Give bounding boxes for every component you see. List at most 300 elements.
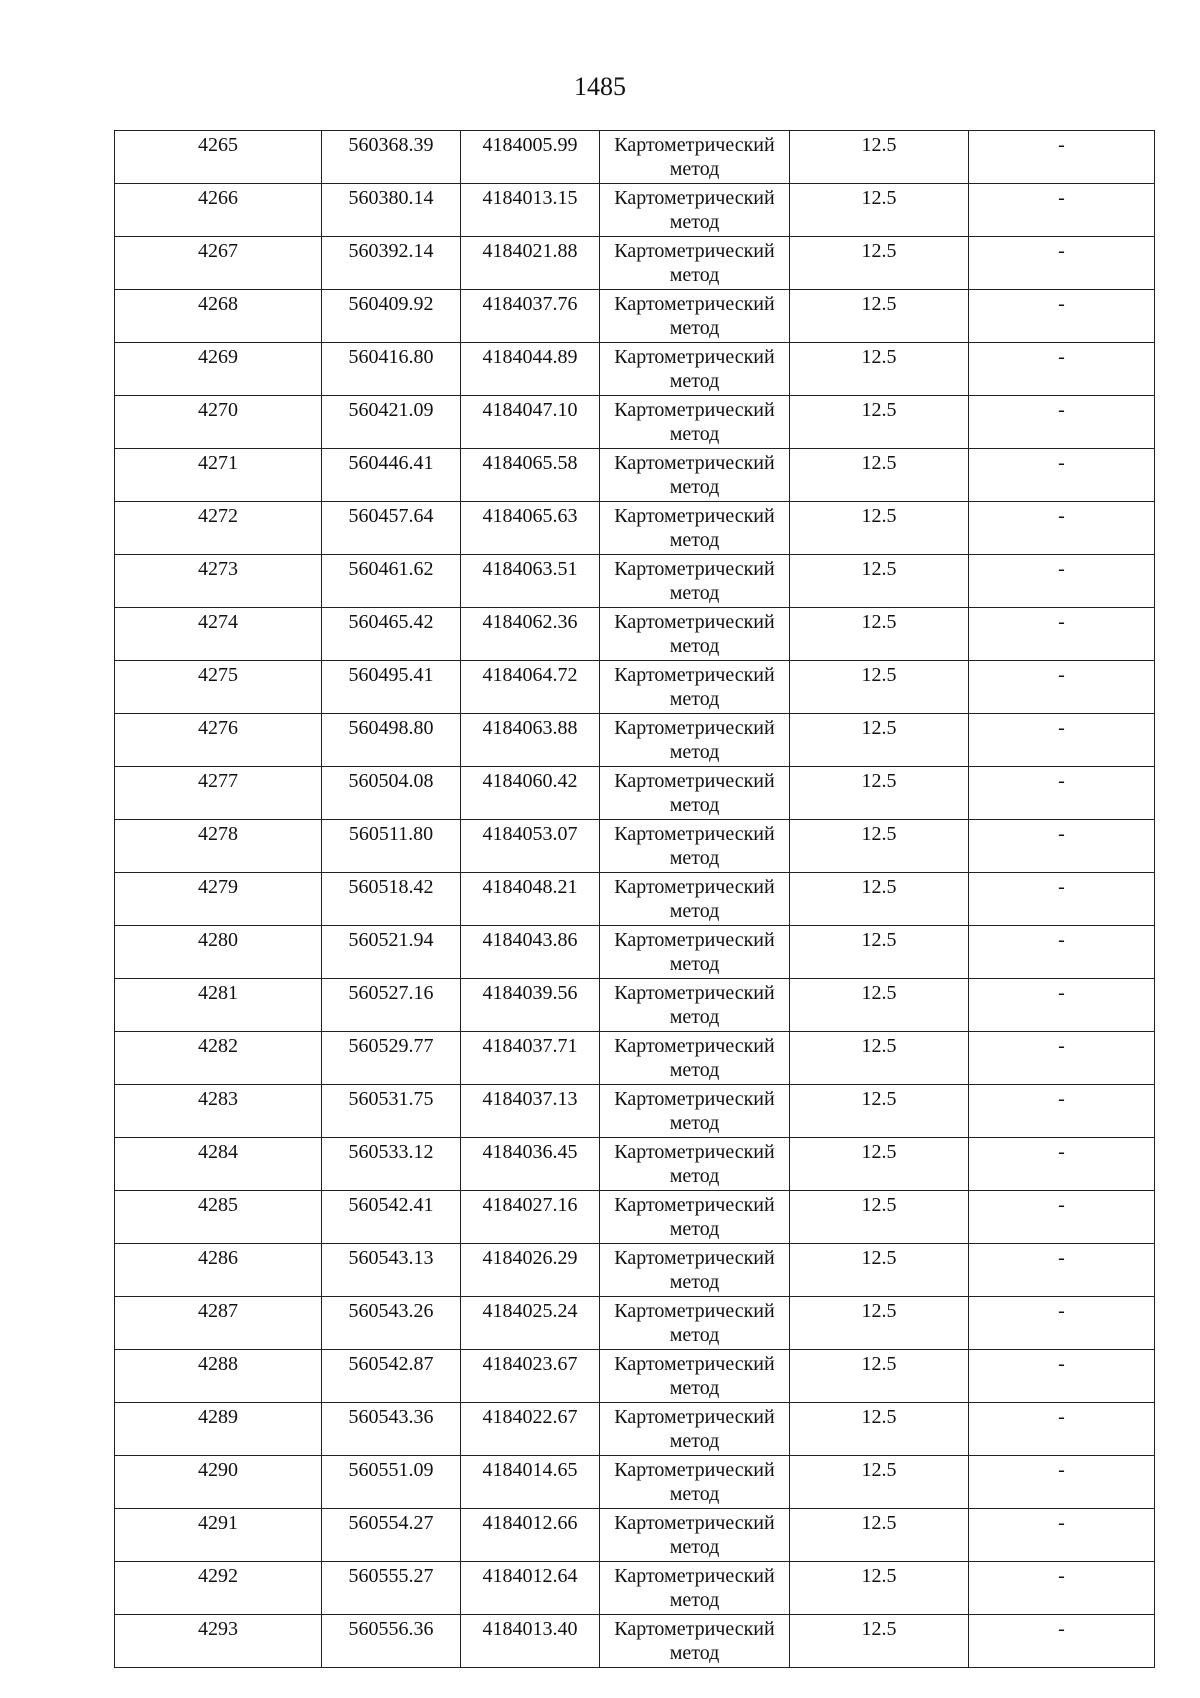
accuracy-value: 12.5 <box>861 982 897 1004</box>
method-value: Картометрический метод <box>614 187 775 233</box>
x-coordinate-cell <box>322 1032 461 1085</box>
x-coordinate-value: 560543.26 <box>348 1300 434 1322</box>
point-number-value: 4293 <box>198 1618 238 1640</box>
method-value: Картометрический метод <box>614 452 775 498</box>
note-cell <box>969 714 1155 767</box>
method-cell <box>600 1138 790 1191</box>
method-cell <box>600 767 790 820</box>
point-number-cell <box>115 714 322 767</box>
x-coordinate-value: 560446.41 <box>348 452 434 474</box>
note-cell <box>969 449 1155 502</box>
note-value: - <box>1058 717 1065 739</box>
note-value: - <box>1058 1300 1065 1322</box>
table-row <box>115 873 1155 926</box>
x-coordinate-cell <box>322 396 461 449</box>
y-coordinate-cell <box>461 1244 600 1297</box>
y-coordinate-value: 4184013.40 <box>482 1618 578 1640</box>
method-value: Картометрический метод <box>614 1088 775 1134</box>
table-row <box>115 1456 1155 1509</box>
point-number-cell <box>115 926 322 979</box>
note-cell <box>969 979 1155 1032</box>
x-coordinate-value: 560416.80 <box>348 346 434 368</box>
method-value: Картометрический метод <box>614 1353 775 1399</box>
table-row <box>115 237 1155 290</box>
note-cell <box>969 1244 1155 1297</box>
method-cell <box>600 1085 790 1138</box>
method-cell <box>600 396 790 449</box>
x-coordinate-value: 560556.36 <box>348 1618 434 1640</box>
note-cell <box>969 555 1155 608</box>
point-number-cell <box>115 820 322 873</box>
accuracy-cell <box>790 820 969 873</box>
y-coordinate-value: 4184048.21 <box>482 876 578 898</box>
method-cell <box>600 1509 790 1562</box>
note-value: - <box>1058 1194 1065 1216</box>
x-coordinate-cell <box>322 1403 461 1456</box>
point-number-cell <box>115 343 322 396</box>
accuracy-cell <box>790 1244 969 1297</box>
point-number-cell <box>115 1138 322 1191</box>
accuracy-cell <box>790 502 969 555</box>
method-cell <box>600 1403 790 1456</box>
method-cell <box>600 873 790 926</box>
note-cell <box>969 1403 1155 1456</box>
point-number-value: 4289 <box>198 1406 238 1428</box>
note-value: - <box>1058 1618 1065 1640</box>
accuracy-cell <box>790 714 969 767</box>
table-row <box>115 1244 1155 1297</box>
table-row <box>115 396 1155 449</box>
accuracy-cell <box>790 343 969 396</box>
accuracy-value: 12.5 <box>861 1512 897 1534</box>
x-coordinate-value: 560368.39 <box>348 134 434 156</box>
note-cell <box>969 1456 1155 1509</box>
method-value: Картометрический метод <box>614 558 775 604</box>
point-number-cell <box>115 1615 322 1668</box>
y-coordinate-value: 4184043.86 <box>482 929 578 951</box>
table-row <box>115 449 1155 502</box>
accuracy-cell <box>790 237 969 290</box>
y-coordinate-value: 4184060.42 <box>482 770 578 792</box>
x-coordinate-cell <box>322 1456 461 1509</box>
point-number-cell <box>115 1509 322 1562</box>
y-coordinate-value: 4184039.56 <box>482 982 578 1004</box>
y-coordinate-cell <box>461 343 600 396</box>
y-coordinate-value: 4184063.51 <box>482 558 578 580</box>
note-cell <box>969 343 1155 396</box>
method-value: Картометрический метод <box>614 1512 775 1558</box>
table-row <box>115 820 1155 873</box>
note-value: - <box>1058 1353 1065 1375</box>
x-coordinate-value: 560543.36 <box>348 1406 434 1428</box>
x-coordinate-cell <box>322 343 461 396</box>
note-value: - <box>1058 452 1065 474</box>
x-coordinate-cell <box>322 661 461 714</box>
point-number-cell <box>115 979 322 1032</box>
table-row <box>115 1191 1155 1244</box>
point-number-value: 4287 <box>198 1300 238 1322</box>
note-cell <box>969 820 1155 873</box>
method-cell <box>600 608 790 661</box>
note-value: - <box>1058 1088 1065 1110</box>
x-coordinate-value: 560409.92 <box>348 293 434 315</box>
accuracy-cell <box>790 767 969 820</box>
accuracy-value: 12.5 <box>861 929 897 951</box>
method-cell <box>600 449 790 502</box>
y-coordinate-cell <box>461 184 600 237</box>
accuracy-cell <box>790 396 969 449</box>
y-coordinate-cell <box>461 1615 600 1668</box>
y-coordinate-value: 4184025.24 <box>482 1300 578 1322</box>
table-row <box>115 767 1155 820</box>
x-coordinate-cell <box>322 237 461 290</box>
x-coordinate-value: 560542.41 <box>348 1194 434 1216</box>
y-coordinate-value: 4184023.67 <box>482 1353 578 1375</box>
x-coordinate-value: 560421.09 <box>348 399 434 421</box>
method-cell <box>600 1562 790 1615</box>
x-coordinate-cell <box>322 1509 461 1562</box>
accuracy-cell <box>790 926 969 979</box>
note-cell <box>969 661 1155 714</box>
method-value: Картометрический метод <box>614 1194 775 1240</box>
point-number-value: 4270 <box>198 399 238 421</box>
note-value: - <box>1058 187 1065 209</box>
y-coordinate-cell <box>461 873 600 926</box>
method-value: Картометрический метод <box>614 505 775 551</box>
note-value: - <box>1058 1565 1065 1587</box>
x-coordinate-cell <box>322 608 461 661</box>
note-cell <box>969 1191 1155 1244</box>
x-coordinate-value: 560504.08 <box>348 770 434 792</box>
x-coordinate-cell <box>322 1244 461 1297</box>
point-number-value: 4290 <box>198 1459 238 1481</box>
accuracy-cell <box>790 1032 969 1085</box>
point-number-value: 4268 <box>198 293 238 315</box>
x-coordinate-cell <box>322 1562 461 1615</box>
method-cell <box>600 1244 790 1297</box>
note-cell <box>969 502 1155 555</box>
table-row <box>115 1509 1155 1562</box>
method-value: Картометрический метод <box>614 982 775 1028</box>
method-value: Картометрический метод <box>614 664 775 710</box>
accuracy-cell <box>790 1297 969 1350</box>
accuracy-cell <box>790 555 969 608</box>
x-coordinate-value: 560521.94 <box>348 929 434 951</box>
method-value: Картометрический метод <box>614 823 775 869</box>
accuracy-value: 12.5 <box>861 1618 897 1640</box>
method-cell <box>600 1191 790 1244</box>
point-number-value: 4266 <box>198 187 238 209</box>
table-row <box>115 1138 1155 1191</box>
method-cell <box>600 555 790 608</box>
note-cell <box>969 237 1155 290</box>
x-coordinate-cell <box>322 1615 461 1668</box>
note-cell <box>969 767 1155 820</box>
note-value: - <box>1058 1035 1065 1057</box>
point-number-cell <box>115 184 322 237</box>
y-coordinate-value: 4184063.88 <box>482 717 578 739</box>
x-coordinate-value: 560555.27 <box>348 1565 434 1587</box>
x-coordinate-value: 560551.09 <box>348 1459 434 1481</box>
point-number-value: 4278 <box>198 823 238 845</box>
y-coordinate-cell <box>461 661 600 714</box>
x-coordinate-value: 560392.14 <box>348 240 434 262</box>
point-number-value: 4292 <box>198 1565 238 1587</box>
accuracy-cell <box>790 1085 969 1138</box>
accuracy-cell <box>790 1456 969 1509</box>
note-value: - <box>1058 134 1065 156</box>
accuracy-value: 12.5 <box>861 1406 897 1428</box>
note-cell <box>969 1509 1155 1562</box>
note-value: - <box>1058 611 1065 633</box>
point-number-value: 4285 <box>198 1194 238 1216</box>
note-value: - <box>1058 876 1065 898</box>
accuracy-cell <box>790 1562 969 1615</box>
accuracy-value: 12.5 <box>861 187 897 209</box>
point-number-cell <box>115 1562 322 1615</box>
note-value: - <box>1058 1406 1065 1428</box>
method-cell <box>600 714 790 767</box>
accuracy-value: 12.5 <box>861 876 897 898</box>
x-coordinate-cell <box>322 555 461 608</box>
method-cell <box>600 343 790 396</box>
y-coordinate-cell <box>461 1085 600 1138</box>
method-value: Картометрический метод <box>614 1459 775 1505</box>
accuracy-cell <box>790 131 969 184</box>
point-number-value: 4267 <box>198 240 238 262</box>
x-coordinate-value: 560511.80 <box>348 823 434 845</box>
note-cell <box>969 396 1155 449</box>
note-value: - <box>1058 982 1065 1004</box>
method-value: Картометрический метод <box>614 1618 775 1664</box>
point-number-cell <box>115 290 322 343</box>
y-coordinate-value: 4184065.63 <box>482 505 578 527</box>
x-coordinate-value: 560461.62 <box>348 558 434 580</box>
method-value: Картометрический метод <box>614 134 775 180</box>
accuracy-cell <box>790 449 969 502</box>
page-number: 1485 <box>574 72 626 101</box>
accuracy-value: 12.5 <box>861 134 897 156</box>
method-cell <box>600 1032 790 1085</box>
x-coordinate-value: 560380.14 <box>348 187 434 209</box>
note-value: - <box>1058 770 1065 792</box>
x-coordinate-cell <box>322 979 461 1032</box>
y-coordinate-value: 4184012.64 <box>482 1565 578 1587</box>
y-coordinate-value: 4184037.76 <box>482 293 578 315</box>
x-coordinate-cell <box>322 1297 461 1350</box>
y-coordinate-value: 4184062.36 <box>482 611 578 633</box>
point-number-cell <box>115 131 322 184</box>
point-number-value: 4272 <box>198 505 238 527</box>
accuracy-cell <box>790 608 969 661</box>
x-coordinate-value: 560495.41 <box>348 664 434 686</box>
point-number-value: 4286 <box>198 1247 238 1269</box>
method-cell <box>600 184 790 237</box>
accuracy-value: 12.5 <box>861 664 897 686</box>
y-coordinate-value: 4184021.88 <box>482 240 578 262</box>
x-coordinate-cell <box>322 184 461 237</box>
x-coordinate-cell <box>322 1138 461 1191</box>
point-number-value: 4283 <box>198 1088 238 1110</box>
note-cell <box>969 1562 1155 1615</box>
point-number-value: 4275 <box>198 664 238 686</box>
point-number-value: 4279 <box>198 876 238 898</box>
accuracy-value: 12.5 <box>861 1459 897 1481</box>
y-coordinate-cell <box>461 979 600 1032</box>
y-coordinate-cell <box>461 1191 600 1244</box>
point-number-value: 4271 <box>198 452 238 474</box>
method-cell <box>600 979 790 1032</box>
note-value: - <box>1058 823 1065 845</box>
note-cell <box>969 1138 1155 1191</box>
accuracy-value: 12.5 <box>861 1247 897 1269</box>
method-cell <box>600 502 790 555</box>
x-coordinate-cell <box>322 926 461 979</box>
point-number-value: 4276 <box>198 717 238 739</box>
x-coordinate-cell <box>322 1350 461 1403</box>
y-coordinate-cell <box>461 1297 600 1350</box>
accuracy-value: 12.5 <box>861 770 897 792</box>
x-coordinate-cell <box>322 767 461 820</box>
method-cell <box>600 1615 790 1668</box>
y-coordinate-cell <box>461 1138 600 1191</box>
method-cell <box>600 1297 790 1350</box>
y-coordinate-value: 4184005.99 <box>482 134 578 156</box>
table-body <box>115 131 1155 1668</box>
y-coordinate-cell <box>461 926 600 979</box>
accuracy-cell <box>790 1615 969 1668</box>
note-cell <box>969 184 1155 237</box>
x-coordinate-value: 560543.13 <box>348 1247 434 1269</box>
note-value: - <box>1058 346 1065 368</box>
note-cell <box>969 290 1155 343</box>
accuracy-value: 12.5 <box>861 1300 897 1322</box>
y-coordinate-cell <box>461 767 600 820</box>
method-cell <box>600 290 790 343</box>
x-coordinate-cell <box>322 449 461 502</box>
coordinates-table <box>114 130 1155 1668</box>
note-value: - <box>1058 558 1065 580</box>
method-value: Картометрический метод <box>614 399 775 445</box>
table-row <box>115 979 1155 1032</box>
y-coordinate-value: 4184013.15 <box>482 187 578 209</box>
point-number-value: 4269 <box>198 346 238 368</box>
note-cell <box>969 1085 1155 1138</box>
method-cell <box>600 1456 790 1509</box>
note-value: - <box>1058 240 1065 262</box>
y-coordinate-value: 4184037.71 <box>482 1035 578 1057</box>
note-cell <box>969 1297 1155 1350</box>
y-coordinate-cell <box>461 1456 600 1509</box>
y-coordinate-cell <box>461 1562 600 1615</box>
method-value: Картометрический метод <box>614 1141 775 1187</box>
y-coordinate-cell <box>461 820 600 873</box>
x-coordinate-value: 560457.64 <box>348 505 434 527</box>
y-coordinate-cell <box>461 1509 600 1562</box>
point-number-value: 4277 <box>198 770 238 792</box>
point-number-cell <box>115 555 322 608</box>
note-cell <box>969 1615 1155 1668</box>
accuracy-cell <box>790 1350 969 1403</box>
x-coordinate-value: 560533.12 <box>348 1141 434 1163</box>
accuracy-value: 12.5 <box>861 505 897 527</box>
point-number-cell <box>115 873 322 926</box>
point-number-value: 4274 <box>198 611 238 633</box>
method-cell <box>600 131 790 184</box>
accuracy-value: 12.5 <box>861 1088 897 1110</box>
method-cell <box>600 237 790 290</box>
point-number-value: 4273 <box>198 558 238 580</box>
point-number-cell <box>115 1350 322 1403</box>
y-coordinate-cell <box>461 237 600 290</box>
y-coordinate-value: 4184047.10 <box>482 399 578 421</box>
point-number-value: 4288 <box>198 1353 238 1375</box>
accuracy-value: 12.5 <box>861 452 897 474</box>
note-cell <box>969 1032 1155 1085</box>
note-cell <box>969 1350 1155 1403</box>
x-coordinate-value: 560518.42 <box>348 876 434 898</box>
accuracy-value: 12.5 <box>861 346 897 368</box>
point-number-cell <box>115 502 322 555</box>
method-value: Картометрический метод <box>614 929 775 975</box>
note-value: - <box>1058 399 1065 421</box>
table-row <box>115 1562 1155 1615</box>
table-row <box>115 1297 1155 1350</box>
x-coordinate-value: 560465.42 <box>348 611 434 633</box>
y-coordinate-value: 4184053.07 <box>482 823 578 845</box>
accuracy-value: 12.5 <box>861 1194 897 1216</box>
note-cell <box>969 873 1155 926</box>
point-number-value: 4284 <box>198 1141 238 1163</box>
x-coordinate-cell <box>322 820 461 873</box>
x-coordinate-cell <box>322 290 461 343</box>
accuracy-value: 12.5 <box>861 823 897 845</box>
method-value: Картометрический метод <box>614 1406 775 1452</box>
table-row <box>115 1085 1155 1138</box>
point-number-cell <box>115 449 322 502</box>
y-coordinate-value: 4184022.67 <box>482 1406 578 1428</box>
method-value: Картометрический метод <box>614 1035 775 1081</box>
note-cell <box>969 608 1155 661</box>
y-coordinate-cell <box>461 555 600 608</box>
method-value: Картометрический метод <box>614 717 775 763</box>
accuracy-cell <box>790 979 969 1032</box>
y-coordinate-value: 4184037.13 <box>482 1088 578 1110</box>
table-row <box>115 608 1155 661</box>
y-coordinate-value: 4184065.58 <box>482 452 578 474</box>
accuracy-value: 12.5 <box>861 1141 897 1163</box>
point-number-cell <box>115 1085 322 1138</box>
point-number-value: 4281 <box>198 982 238 1004</box>
table-row <box>115 1350 1155 1403</box>
table-row <box>115 926 1155 979</box>
accuracy-cell <box>790 1191 969 1244</box>
point-number-value: 4282 <box>198 1035 238 1057</box>
accuracy-value: 12.5 <box>861 611 897 633</box>
table-row <box>115 714 1155 767</box>
x-coordinate-cell <box>322 1191 461 1244</box>
table-row <box>115 184 1155 237</box>
x-coordinate-value: 560554.27 <box>348 1512 434 1534</box>
y-coordinate-cell <box>461 714 600 767</box>
x-coordinate-value: 560542.87 <box>348 1353 434 1375</box>
method-cell <box>600 926 790 979</box>
point-number-cell <box>115 1297 322 1350</box>
note-cell <box>969 926 1155 979</box>
x-coordinate-value: 560529.77 <box>348 1035 434 1057</box>
accuracy-value: 12.5 <box>861 293 897 315</box>
table-row <box>115 555 1155 608</box>
